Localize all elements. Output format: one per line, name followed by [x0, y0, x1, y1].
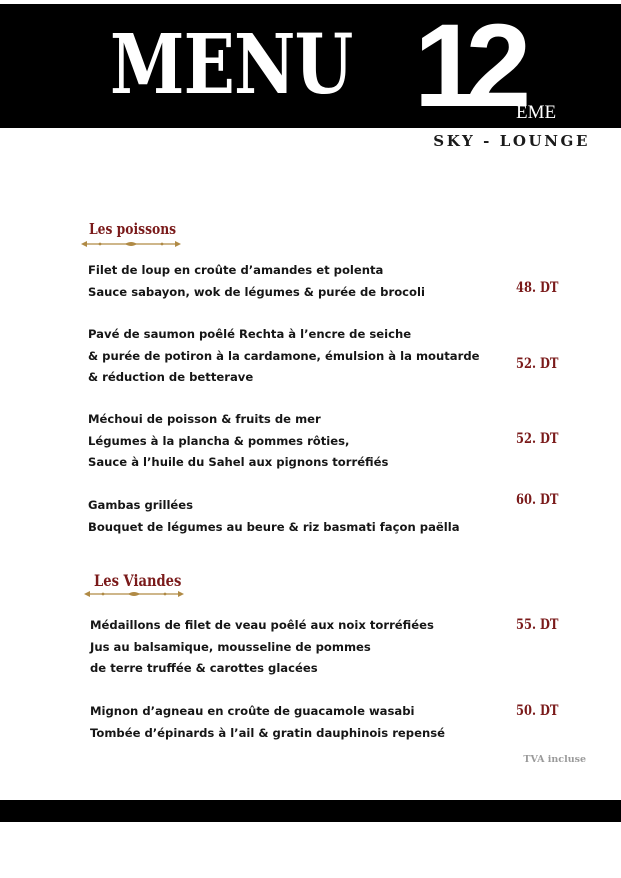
- dish-item: [88, 260, 425, 303]
- dish-description-line: Médaillons de filet de veau poêlé aux noix torréfiées: [90, 618, 434, 632]
- dish-price: 55. DT: [516, 617, 559, 633]
- dish-price: 52. DT: [516, 431, 559, 447]
- dish-price: 60. DT: [516, 492, 559, 508]
- dish-price: 50. DT: [516, 703, 559, 719]
- dish-description-line: Jus au balsamique, mousseline de pommes: [90, 639, 371, 654]
- dish-price: 52. DT: [516, 356, 559, 372]
- section-title-viandes: Les Viandes: [94, 571, 182, 590]
- menu-title: MENU: [110, 17, 353, 113]
- dish-description-line: Gambas grillées: [88, 498, 194, 512]
- dish-description-line: & réduction de betterave: [88, 370, 254, 384]
- footer-band: [0, 800, 621, 822]
- dish-description-line: Sauce sabayon, wok de légumes & purée de brocoli: [88, 284, 425, 299]
- section-title-poissons: Les poissons: [89, 220, 177, 238]
- dish-item: [88, 409, 388, 474]
- logo-suffix: ÈME: [516, 102, 557, 123]
- dish-item: [88, 495, 460, 538]
- dish-description-line: Tombée d’épinards à l’ail & gratin dauphinois repensé: [90, 725, 445, 740]
- dish-item: [90, 701, 445, 744]
- dish-description-line: Pavé de saumon poêlé Rechta à l’encre de seiche: [88, 327, 412, 341]
- dish-description-line: Filet de loup en croûte d’amandes et polenta: [88, 263, 384, 277]
- dish-description-line: Légumes à la plancha & pommes rôties,: [88, 433, 350, 448]
- dish-description-line: de terre truffée & carottes glacées: [90, 661, 318, 675]
- tva-note: TVA incluse: [523, 754, 586, 765]
- dish-description-line: Mignon d’agneau en croûte de guacamole wasabi: [90, 704, 415, 718]
- dish-description-line: Sauce à l’huile du Sahel aux pignons torréfiés: [88, 455, 389, 469]
- ornament-divider-icon: [83, 590, 185, 598]
- dish-item: [88, 324, 480, 389]
- dish-description-line: Méchoui de poisson & fruits de mer: [88, 412, 321, 426]
- logo-number: 12: [414, 0, 518, 132]
- dish-description-line: Bouquet de légumes au beure & riz basmati façon paëlla: [88, 519, 460, 534]
- dish-price: 48. DT: [516, 280, 559, 296]
- subtitle: SKY - LOUNGE: [433, 132, 590, 150]
- ornament-divider-icon: [80, 240, 182, 248]
- dish-description-line: & purée de potiron à la cardamone, émulsion à la moutarde: [88, 348, 480, 363]
- dish-item: [90, 615, 434, 680]
